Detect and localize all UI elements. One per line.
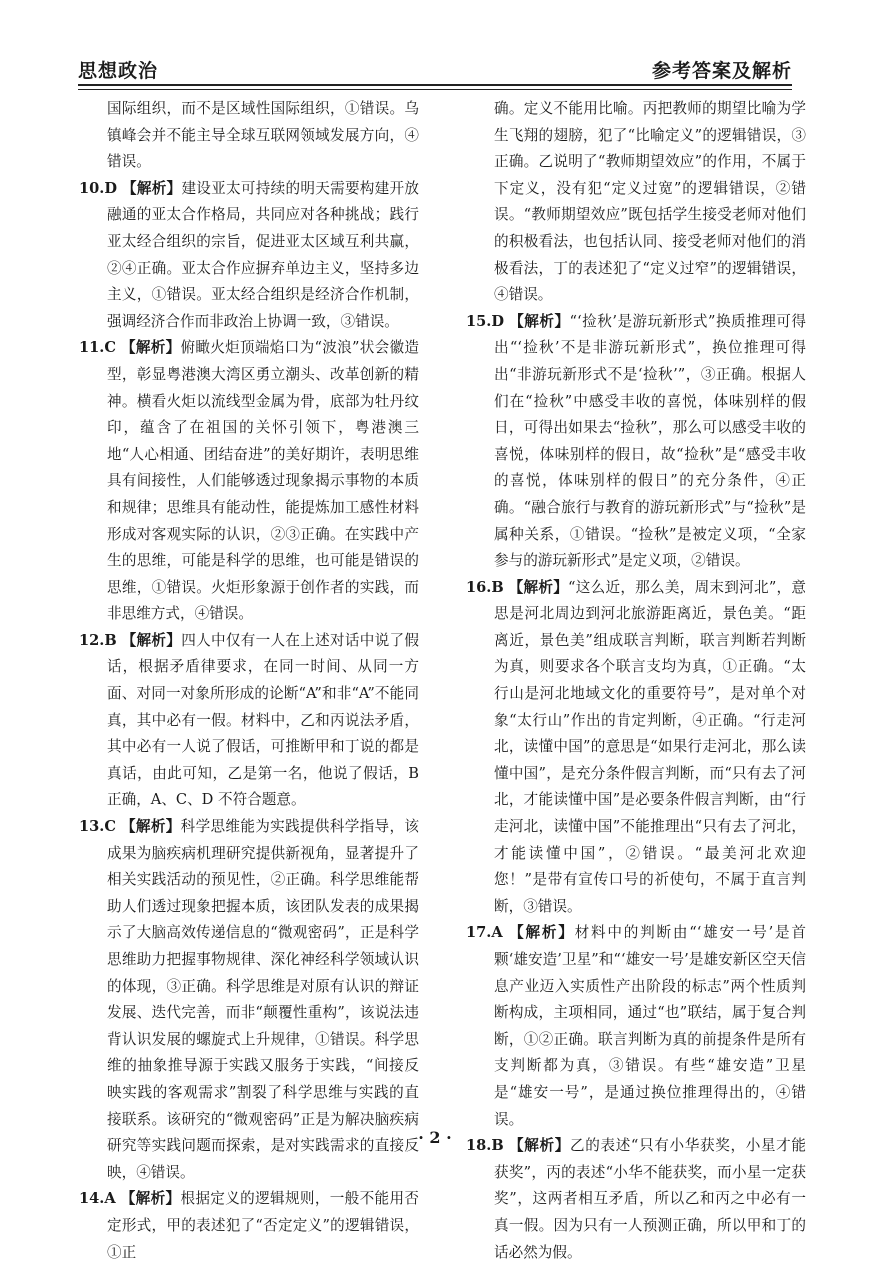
analysis-tag: 【解析】 — [508, 578, 569, 596]
analysis-tag: 【解析】 — [120, 339, 181, 357]
answer-item-16 — [466, 575, 806, 921]
analysis-tag: 【解析】 — [509, 924, 575, 942]
analysis-text: 根据定义的逻辑规则，一般不能用否定形式，甲的表述犯了“否定定义”的逻辑错误，①正 — [107, 1190, 419, 1261]
item-answer: B — [491, 578, 504, 596]
analysis-text: “这么近，那么美，周末到河北”，意思是河北周边到河北旅游距离近，景色美。“距离近，景色美”组成联言判断，联言判断若判断为真，则要求各个联言支均为真，①正确。“太行山是河北地域文化的重要符号”，是对单个对象“太行山”作出的肯定判断，④正确。“行走河北，读懂中国”的意思是“如果行走河北，那么读懂中国”，是充分条件假言判断，而“只有去了河北，才能读懂中国”是必要条件假言判断，由“行走河北，读懂中国”不能推理出“只有去了河北，才能读懂中国”，②错误。“最美河北欢迎您！”是带有宣传口号的祈使句，不属于直言判断，③错误。 — [494, 578, 806, 915]
analysis-text: “‘捡秋’是游玩新形式”换质推理可得出“‘捡秋’不是非游玩新形式”，换位推理可得出“非游玩新形式不是‘捡秋’”，③正确。根据人们在“捡秋”中感受丰收的喜悦，体味别样的假日，可得出如果去“捡秋”，那么可以感受丰收的喜悦，体味别样的假日，故“捡秋”是“感受丰收的喜悦，体味别样的假日”的充分条件，④正确。“融合旅行与教育的游玩新形式”与“捡秋”是属种关系，①错误。“捡秋”是被定义项，“全家参与的游玩新形式”是定义项，②错误。 — [494, 312, 806, 570]
item-answer: A — [104, 1190, 116, 1208]
item-number: 15. — [466, 312, 492, 330]
answer-item-14 — [79, 1186, 419, 1266]
analysis-tag: 【解析】 — [121, 179, 182, 197]
item-number: 17. — [466, 924, 492, 942]
analysis-text: 俯瞰火炬顶端焰口为“波浪”状会徽造型，彰显粤港澳大湾区勇立潮头、改革创新的精神。横看火炬以流线型金属为骨，底部为牡丹纹印，蕴含了在祖国的关怀引领下，粤港澳三地“人心相通、团结奋进”的美好期许，表明思维具有间接性，人们能够透过现象揭示事物的本质和规律；思维具有能动性，能提炼加工感性材料形成对客观实际的认识，②③正确。在实践中产生的思维，可能是科学的思维，也可能是错误的思维，①错误。火炬形象源于创作者的实践，而非思维方式，④错误。 — [107, 339, 419, 623]
item-number: 18. — [466, 1137, 492, 1155]
answer-item-12 — [79, 628, 419, 814]
continuation-text: 确。定义不能用比喻。丙把教师的期望比喻为学生飞翔的翅膀，犯了“比喻定义”的逻辑错误，③正确。乙说明了“教师期望效应”的作用，不属于下定义，没有犯“定义过宽”的逻辑错误，②错误。“教师期望效应”既包括学生接受老师对他们的积极看法，也包括认同、接受老师对他们的消极看法，丁的表述犯了“定义过窄”的逻辑错误，④错误。 — [494, 100, 806, 304]
item-answer: A — [491, 924, 503, 942]
item-answer: D — [104, 179, 118, 197]
page-number: · 2 · — [418, 1128, 452, 1147]
item-number: 10. — [79, 179, 105, 197]
item-number: 11. — [79, 339, 105, 357]
item-answer: D — [491, 312, 505, 330]
analysis-tag: 【解析】 — [509, 312, 570, 330]
analysis-tag: 【解析】 — [120, 818, 181, 836]
header-rule-thin — [78, 89, 792, 90]
analysis-text: 材料中的判断由“‘雄安一号’是首颗‘雄安造’卫星”和“‘雄安一号’是雄安新区空天信息产业迈入实质性产出阶段的标志”两个性质判断构成，主项相同，通过“也”联结，属于复合判断，①②正确。联言判断为真的前提条件是所有支判断都为真，③错误。有些“雄安造”卫星是“雄安一号”，是通过换位推理得出的，④错误。 — [494, 924, 806, 1128]
section-title: 参考答案及解析 — [651, 60, 792, 82]
analysis-text: 四人中仅有一人在上述对话中说了假话，根据矛盾律要求，在同一时间、从同一方面、对同一对象所形成的论断“A”和非“A”不能同真，其中必有一假。材料中，乙和丙说法矛盾，其中必有一人说了假话，可推断甲和丁说的都是真话，由此可知，乙是第一名，他说了假话，B 正确，A、C、D 不符合题意。 — [107, 631, 419, 809]
item-number: 13. — [79, 818, 105, 836]
answer-item-15 — [466, 309, 806, 575]
answer-item-11 — [79, 335, 419, 628]
analysis-text: 科学思维能为实践提供科学指导，该成果为脑疾病机理研究提供新视角，显著提升了相关实践活动的预见性，②正确。科学思维能帮助人们透过现象把握本质，该团队发表的成果揭示了大脑高效传递信息的“微观密码”，正是科学思维助力把握事物规律、深化神经科学领域认识的体现，③正确。科学思维是对原有认识的辩证发展、迭代完善，而非“颠覆性重构”，该说法违背认识发展的螺旋式上升规律，①错误。科学思维的抽象推导源于实践又服务于实践，“间接反映实践的客观需求”割裂了科学思维与实践的直接联系。该研究的“微观密码”正是为解决脑疾病研究等实践问题而探索，是对实践需求的直接反映，④错误。 — [107, 818, 419, 1181]
item-answer: C — [104, 339, 117, 357]
item-number: 16. — [466, 578, 492, 596]
continuation-text: 国际组织，而不是区域性国际组织，①错误。乌镇峰会并不能主导全球互联网领域发展方向，④错误。 — [107, 100, 419, 171]
item-answer: B — [491, 1137, 504, 1155]
answer-item-18 — [466, 1133, 806, 1266]
answer-item-10 — [79, 176, 419, 336]
page-header — [78, 52, 792, 82]
item-number: 14. — [79, 1190, 105, 1208]
right-column — [466, 96, 806, 1266]
item-answer: C — [104, 818, 117, 836]
subject-label: 思想政治 — [78, 60, 159, 82]
item-number: 12. — [79, 631, 105, 649]
analysis-text: 建设亚太可持续的明天需要构建开放融通的亚太合作格局，共同应对各种挑战；践行亚太经合组织的宗旨，促进亚太区域互利共赢，②④正确。亚太合作应摒弃单边主义，坚持多边主义，①错误。亚太经合组织是经济合作机制，强调经济合作而非政治上协调一致，③错误。 — [107, 179, 419, 330]
header-rule-thick — [78, 84, 792, 86]
analysis-tag: 【解析】 — [509, 1137, 570, 1155]
left-column — [79, 96, 419, 1266]
analysis-tag: 【解析】 — [121, 631, 182, 649]
answer-item-17 — [466, 920, 806, 1133]
analysis-tag: 【解析】 — [120, 1190, 181, 1208]
item-answer: B — [104, 631, 117, 649]
analysis-text: 乙的表述“只有小华获奖，小星才能获奖”，丙的表述“小华不能获奖，而小星一定获奖”，这两者相互矛盾，所以乙和丙之中必有一真一假。因为只有一人预测正确，所以甲和丁的话必然为假。 — [494, 1137, 806, 1261]
